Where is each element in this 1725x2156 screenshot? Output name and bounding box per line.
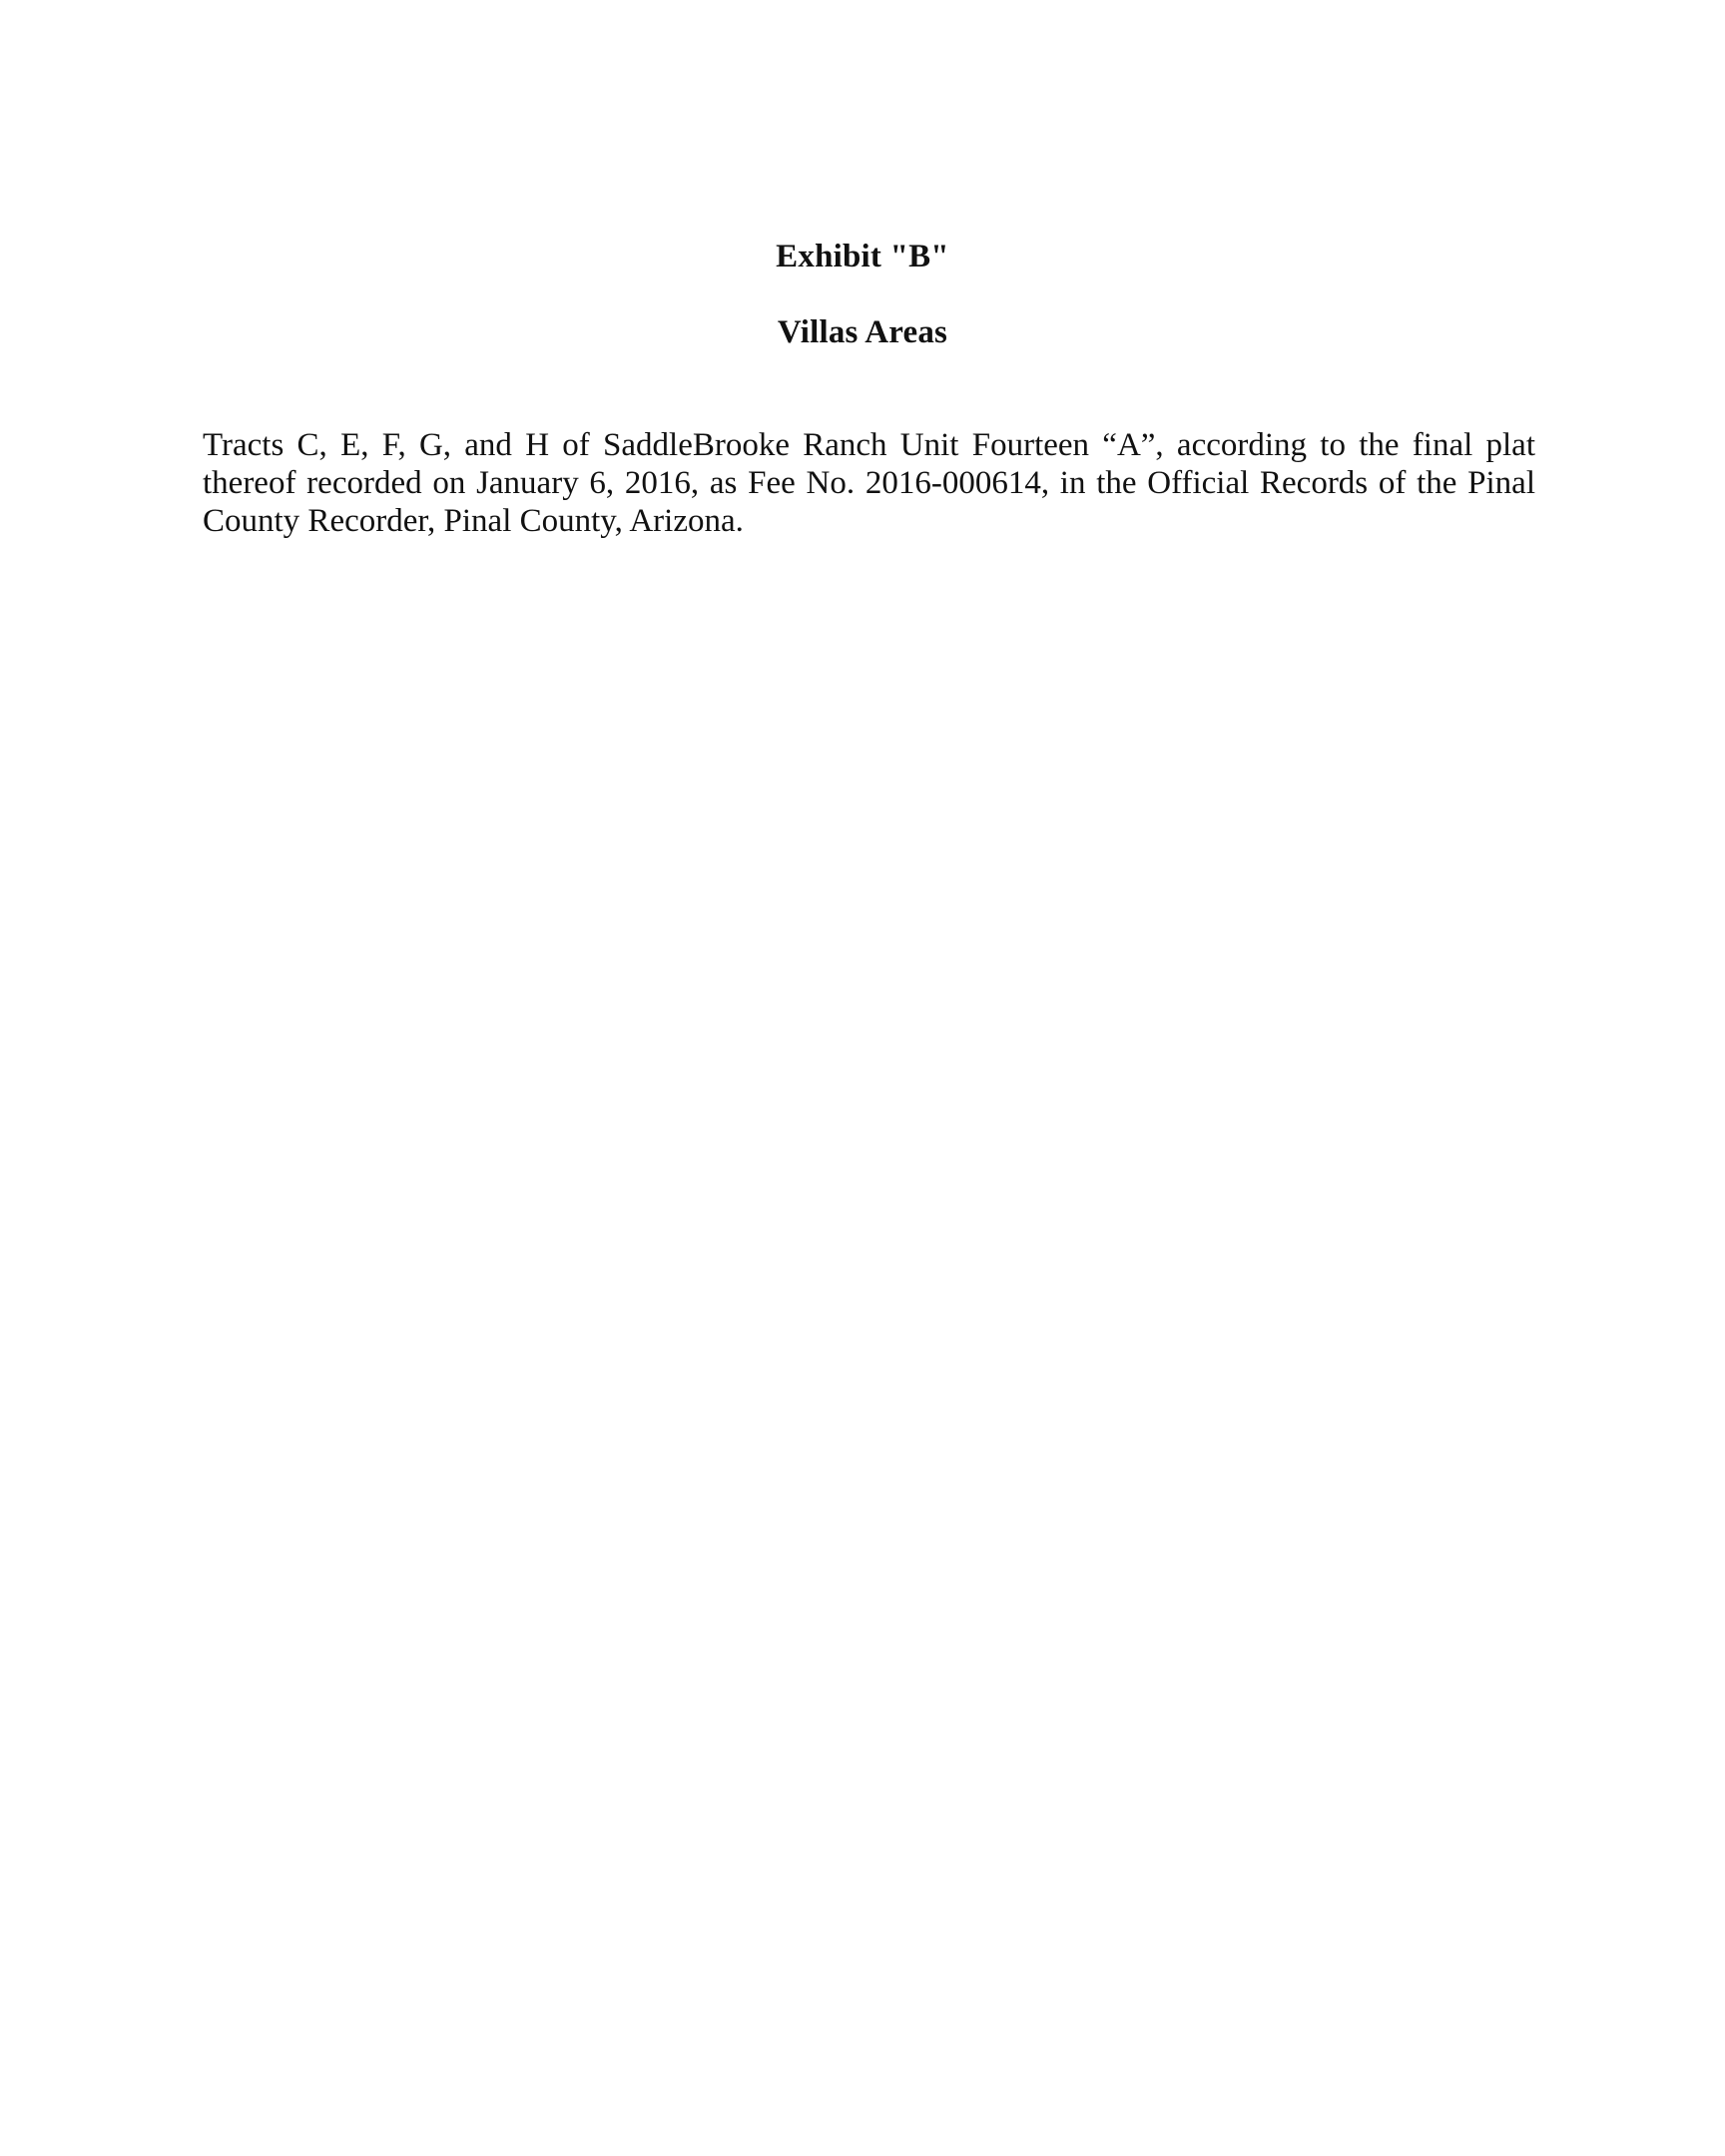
exhibit-subtitle: Villas Areas [777, 314, 948, 350]
legal-description-paragraph: Tracts C, E, F, G, and H of SaddleBrooke Ranch Unit Fourteen “A”, according to the final plat thereof recorded on January 6, 2016, as Fee No. 2016-000614, in the Official Records of the Pinal County Recorder, Pinal County, Arizona. [203, 427, 1535, 539]
exhibit-title: Exhibit "B" [776, 239, 949, 274]
